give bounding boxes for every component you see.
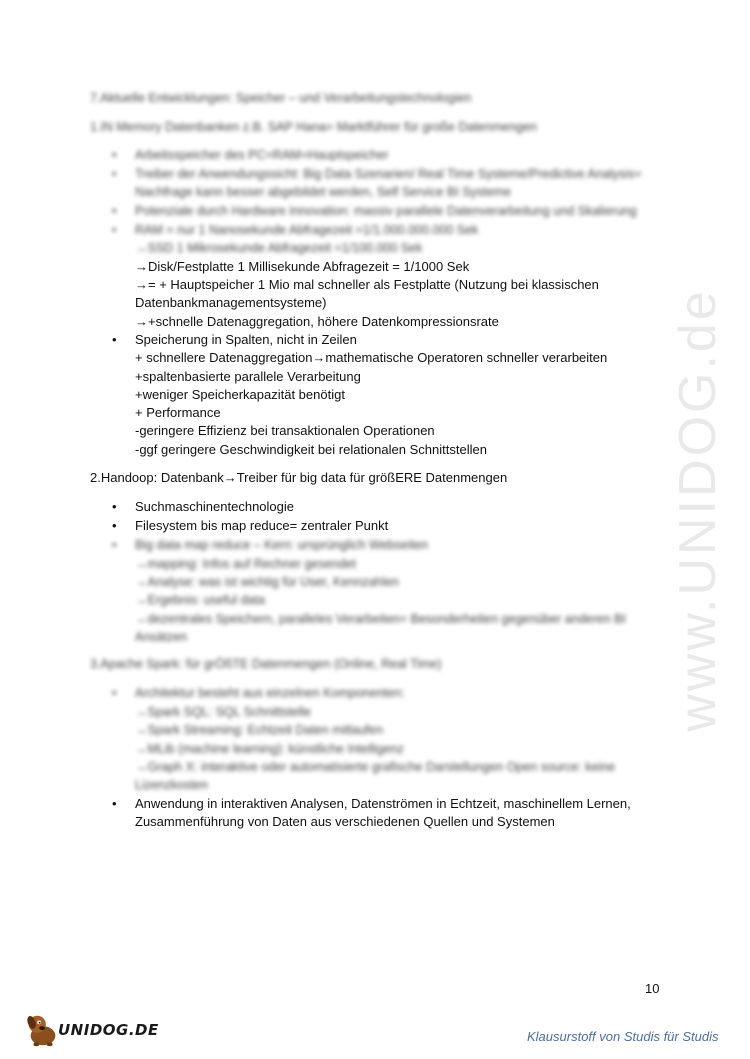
- text-line: + Performance: [135, 405, 221, 420]
- text-line: Lizenzkosten: [135, 778, 208, 792]
- watermark: [638, 280, 750, 740]
- footer-tagline: Klausurstoff von Studis für Studis: [527, 1029, 719, 1044]
- watermark-text: www.UNIDOG.de: [669, 288, 727, 732]
- section-heading-7: 7.Aktuelle Entwicklungen: Speicher – und Verarbeitungstechnologien: [90, 91, 472, 105]
- text-line: →Analyse: was ist wichtig für User, Kennzahlen: [135, 575, 400, 589]
- section-heading-1: 1.IN Memory Datenbanken z.B. SAP Hana= Marktführer für große Datenmengen: [90, 120, 537, 134]
- text-line: Zusammenführung von Daten aus verschiedenen Quellen und Systemen: [135, 814, 555, 829]
- text-line: →mapping: Infos auf Rechner gesendet: [135, 557, 356, 571]
- section-heading-3: 3.Apache Spark: für grÖßTE Datenmengen (Online, Real Time): [90, 657, 442, 671]
- list-item: • Filesystem bis map reduce= zentraler Punkt: [135, 517, 388, 535]
- section-heading-2: 2.Handoop: Datenbank→Treiber für big data für größERE Datenmengen: [90, 470, 508, 485]
- text-line: →Graph X: interaktive oder automatisierte grafische Darstellungen Open source: keine: [135, 760, 616, 774]
- text-line: +weniger Speicherkapazität benötigt: [135, 387, 345, 402]
- text-line: →MLib (machine learning): künstliche Intelligenz: [135, 742, 404, 756]
- unidog-logo: [24, 1010, 164, 1050]
- list-item: • Treiber der Anwendungssicht: Big Data Szenarien/ Real Time Systeme/Predictive Analysis=: [135, 165, 641, 183]
- text-line: -ggf geringere Geschwindigkeit bei relationalen Schnittstellen: [135, 442, 487, 457]
- text-line: →dezentrales Speichern, paralleles Verarbeiten= Besonderheiten gegenüber anderen BI: [135, 612, 626, 626]
- list-item-continuation: →SSD 1 Mikrosekunde Abfragezeit =1/100.000 Sek: [135, 241, 423, 255]
- list-item: • RAM = nur 1 Nanosekunde Abfragezeit =1/1.000.000.000 Sek: [135, 221, 478, 239]
- text-line: -geringere Effizienz bei transaktionalen Operationen: [135, 423, 435, 438]
- dog-icon: [24, 1011, 62, 1049]
- list-item: • Architektur besteht aus einzelnen Komponenten:: [135, 684, 405, 702]
- text-line: →Disk/Festplatte 1 Millisekunde Abfragezeit = 1/1000 Sek: [135, 259, 470, 274]
- text-line: →Spark SQL: SQL Schnittstelle: [135, 705, 312, 719]
- text-line: Ansätzen: [135, 630, 188, 644]
- text-line: →Ergebnis: useful data: [135, 593, 265, 607]
- list-item: • Big data map reduce – Kern: ursprünglich Webseiten: [135, 536, 428, 554]
- page-number: 10: [645, 981, 660, 996]
- text-line: + schnellere Datenaggregation→mathematische Operatoren schneller verarbeiten: [135, 350, 608, 365]
- text-line: →= + Hauptspeicher 1 Mio mal schneller als Festplatte (Nutzung bei klassischen: [135, 277, 599, 292]
- logo-text: UNIDOG.DE: [58, 1021, 159, 1039]
- text-line: →Spark Streaming: Echtzeit Daten mitlaufen: [135, 723, 384, 737]
- list-item: • Anwendung in interaktiven Analysen, Datenströmen in Echtzeit, maschinellem Lernen,: [135, 795, 631, 813]
- list-item: • Speicherung in Spalten, nicht in Zeilen: [135, 331, 357, 349]
- text-line: →+schnelle Datenaggregation, höhere Datenkompressionsrate: [135, 314, 499, 329]
- text-line: Datenbankmanagementsysteme): [135, 295, 327, 310]
- list-item: • Arbeitsspeicher des PC=RAM=Hauptspeicher: [135, 146, 389, 164]
- text-line: +spaltenbasierte parallele Verarbeitung: [135, 369, 361, 384]
- list-item-continuation: Nachfrage kann besser abgebildet werden, Self Service BI Systeme: [135, 185, 511, 199]
- list-item: • Suchmaschinentechnologie: [135, 498, 294, 516]
- list-item: • Potenziale durch Hardware Innovation: massiv parallele Datenverarbeitung und Skalierung: [135, 202, 637, 220]
